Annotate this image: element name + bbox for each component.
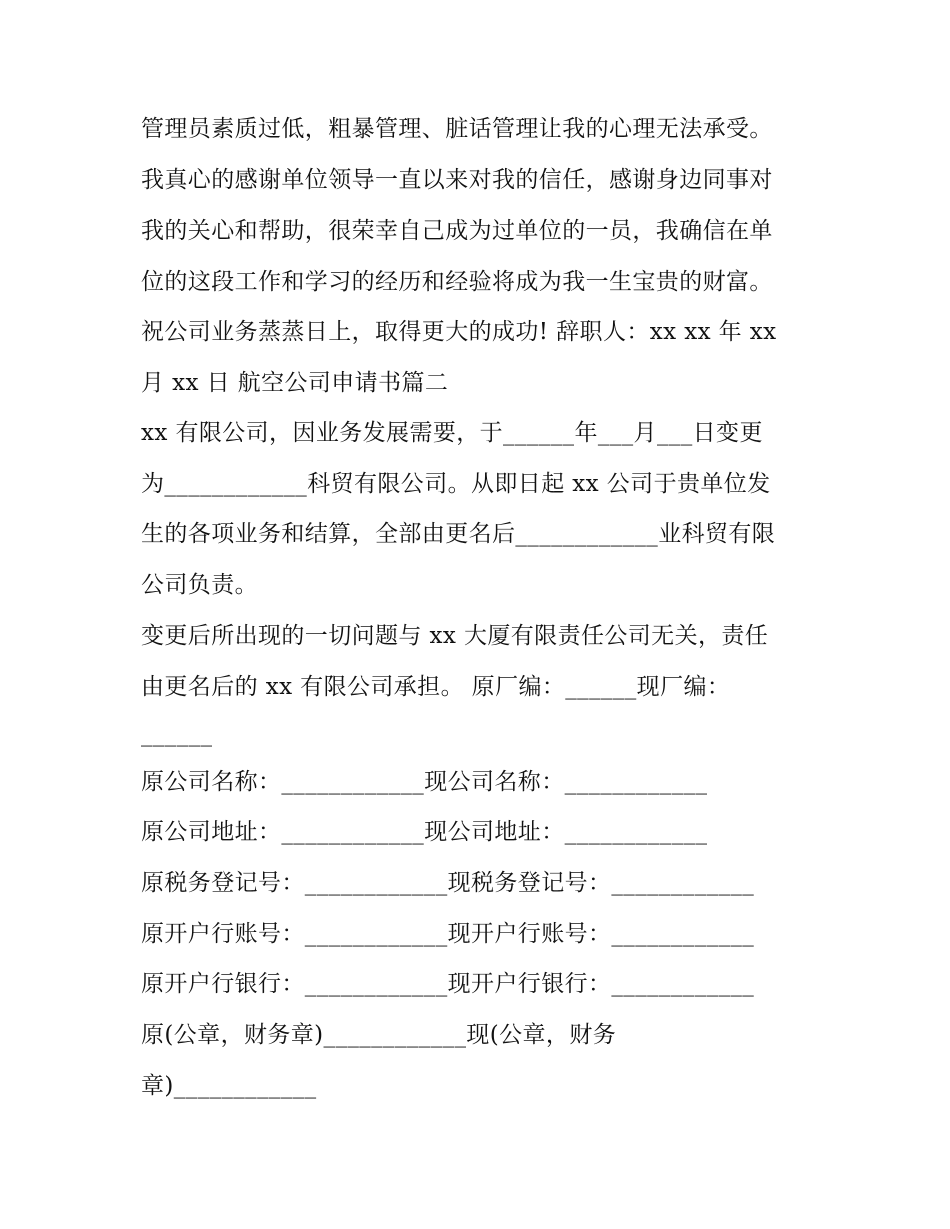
text-line-7: xx 有限公司，因业务发展需要，于______年___月___日变更 — [141, 420, 763, 446]
text-line-5: 祝公司业务蒸蒸日上，取得更大的成功! 辞职人：xx xx 年 xx — [141, 319, 777, 345]
text-line-3: 我的关心和帮助，很荣幸自己成为过单位的一员，我确信在单 — [141, 218, 773, 244]
text-line-13: ______ — [141, 721, 213, 747]
form-line-seal: 原(公章，财务章)____________现(公章，财务 — [141, 1022, 617, 1048]
text-line-8: 为____________科贸有限公司。从即日起 xx 公司于贵单位发 — [141, 471, 771, 497]
text-line-1: 管理员素质过低，粗暴管理、脏话管理让我的心理无法承受。 — [141, 116, 773, 142]
text-line-2: 我真心的感谢单位领导一直以来对我的信任，感谢身边同事对 — [141, 167, 773, 193]
form-line-seal-cont: 章)____________ — [141, 1073, 317, 1099]
text-line-9: 生的各项业务和结算，全部由更名后____________业科贸有限 — [141, 521, 776, 547]
form-line-company-address: 原公司地址：____________现公司地址：____________ — [141, 819, 708, 845]
text-line-11: 变更后所出现的一切问题与 xx 大厦有限责任公司无关，责任 — [141, 623, 769, 649]
form-line-tax-number: 原税务登记号：____________现税务登记号：____________ — [141, 870, 755, 896]
form-line-bank-account: 原开户行账号：____________现开户行账号：____________ — [141, 921, 755, 947]
text-line-6: 月 xx 日 航空公司申请书篇二 — [141, 370, 449, 396]
form-line-bank-name: 原开户行银行：____________现开户行银行：____________ — [141, 971, 755, 997]
text-line-10: 公司负责。 — [141, 572, 258, 598]
form-line-company-name: 原公司名称：____________现公司名称：____________ — [141, 769, 708, 795]
text-line-12: 由更名后的 xx 有限公司承担。 原厂编：______现厂编： — [141, 674, 731, 700]
text-line-4: 位的这段工作和学习的经历和经验将成为我一生宝贵的财富。 — [141, 269, 773, 295]
